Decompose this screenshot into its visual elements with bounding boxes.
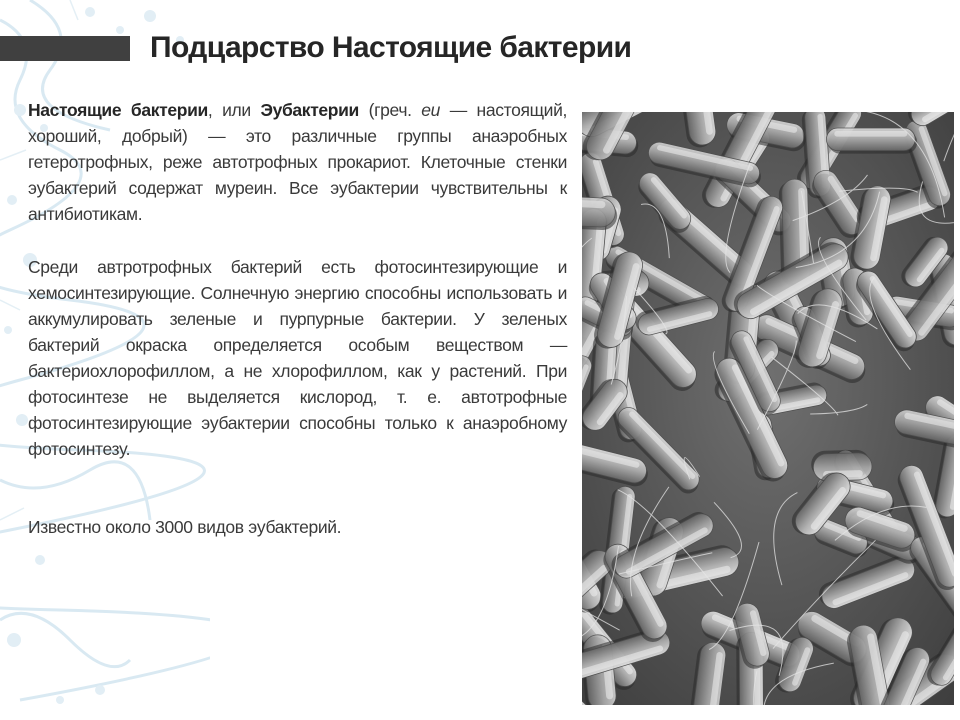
title-accent-bar bbox=[0, 36, 130, 61]
term-true-bacteria: Настоящие бактерии bbox=[28, 100, 208, 120]
bacterium-rod bbox=[826, 128, 917, 154]
greek-root: eu bbox=[421, 100, 441, 120]
paragraph-definition bbox=[28, 97, 567, 227]
paragraph-species-count: Известно около 3000 видов эубактерий. bbox=[28, 517, 342, 537]
slide-title: Подцарство Настоящие бактерии bbox=[150, 31, 632, 64]
micrograph-image bbox=[582, 112, 954, 705]
etymology-intro: (греч. bbox=[358, 100, 422, 120]
paragraph-autotrophs: Среди автротрофных бактерий есть фотосинтезирующие и хемосинтезирующие. Солнечную энергию способны использовать и аккумулировать зеленые и пурпурные бактерии. У зеленых бактерий окраска определяется особым веществом — бактериохлорофиллом, а не хлорофиллом, как у растений. При фотосинтезе не выделяется кислород, т. е. автотрофные фотосинтезирующие эубактерии способны только к анаэробному фотосинтезу. bbox=[28, 257, 567, 459]
bacteria-micrograph bbox=[582, 112, 954, 705]
body-text bbox=[28, 97, 567, 540]
term-eubacteria: Эубактерии bbox=[260, 100, 359, 120]
definition-text: — настоящий, хороший, добрый) — это различные группы анаэробных гетеротрофных, реже автотрофных прокариот. Клеточные стенки эубактерий содержат муреин. Все эубактерии чувствительны к антибиотикам. bbox=[28, 100, 568, 224]
connector-text: , или bbox=[207, 100, 261, 120]
